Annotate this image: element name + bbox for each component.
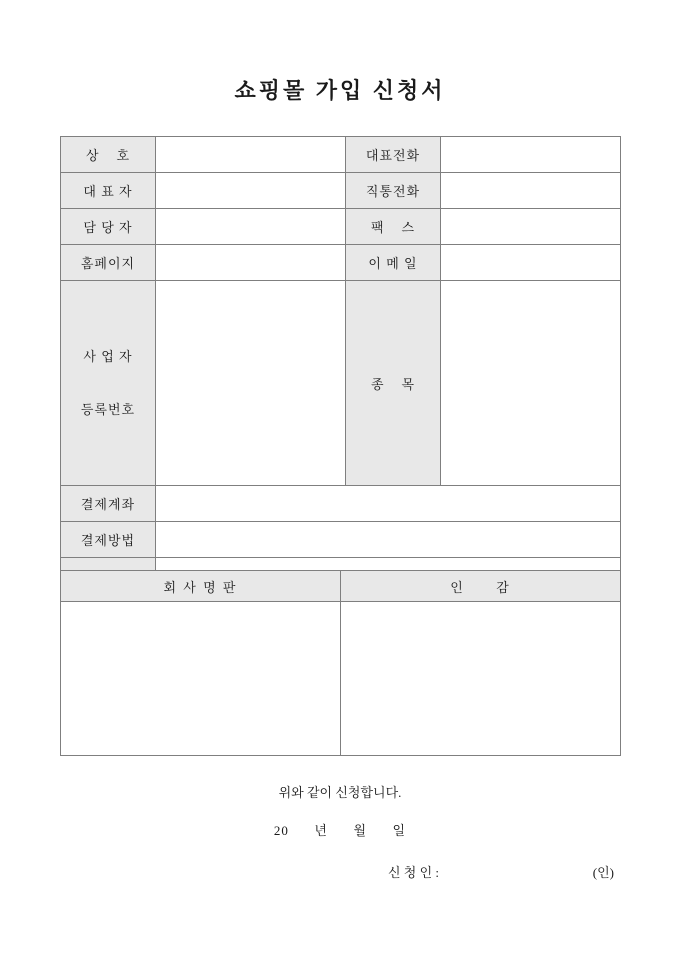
field-label-payment-method: 결제방법 bbox=[61, 522, 156, 558]
field-value-company-name bbox=[156, 137, 346, 173]
field-value-main-phone bbox=[441, 137, 621, 173]
field-value-direct-phone bbox=[441, 173, 621, 209]
registered-seal-header: 인 감 bbox=[341, 571, 621, 602]
field-value-business-reg-number bbox=[156, 281, 346, 486]
field-label-email: 이 메 일 bbox=[346, 245, 441, 281]
field-value-payment-account bbox=[156, 486, 621, 522]
table-row bbox=[61, 522, 621, 558]
seal-table bbox=[60, 570, 621, 756]
field-value-contact-person bbox=[156, 209, 346, 245]
field-value-payment-method bbox=[156, 522, 621, 558]
table-row bbox=[61, 486, 621, 522]
table-row bbox=[61, 209, 621, 245]
date-line: 20 년 월 일 bbox=[273, 823, 407, 838]
applicant-line bbox=[388, 862, 614, 881]
field-value-ceo bbox=[156, 173, 346, 209]
field-label-company-name: 상 호 bbox=[61, 137, 156, 173]
table-row bbox=[61, 602, 621, 756]
business-reg-label-line2: 등록번호 bbox=[80, 401, 136, 417]
table-row bbox=[61, 245, 621, 281]
table-row bbox=[61, 137, 621, 173]
field-value-business-type bbox=[441, 281, 621, 486]
table-row bbox=[61, 281, 621, 486]
closing-statement: 위와 같이 신청합니다. bbox=[278, 785, 402, 800]
field-label-direct-phone: 직통전화 bbox=[346, 173, 441, 209]
field-label-fax: 팩 스 bbox=[346, 209, 441, 245]
field-label-homepage: 홈페이지 bbox=[61, 245, 156, 281]
field-value-email bbox=[441, 245, 621, 281]
business-reg-label-line1: 사 업 자 bbox=[83, 349, 133, 365]
field-value-homepage bbox=[156, 245, 346, 281]
company-seal-plate-header: 회 사 명 판 bbox=[61, 571, 341, 602]
field-label-business-type: 종 목 bbox=[346, 281, 441, 486]
applicant-label: 신 청 인 : bbox=[388, 865, 440, 880]
field-label-payment-account: 결제계좌 bbox=[61, 486, 156, 522]
seal-mark-label: (인) bbox=[592, 865, 614, 880]
field-label-contact-person: 담 당 자 bbox=[61, 209, 156, 245]
field-label-main-phone: 대표전화 bbox=[346, 137, 441, 173]
table-row bbox=[61, 173, 621, 209]
table-row bbox=[61, 571, 621, 602]
field-label-business-reg-number bbox=[61, 281, 156, 486]
registered-seal-area bbox=[341, 602, 621, 756]
field-label-ceo: 대 표 자 bbox=[61, 173, 156, 209]
company-seal-plate-area bbox=[61, 602, 341, 756]
field-value-fax bbox=[441, 209, 621, 245]
form-title: 쇼핑몰 가입 신청서 bbox=[234, 78, 446, 103]
